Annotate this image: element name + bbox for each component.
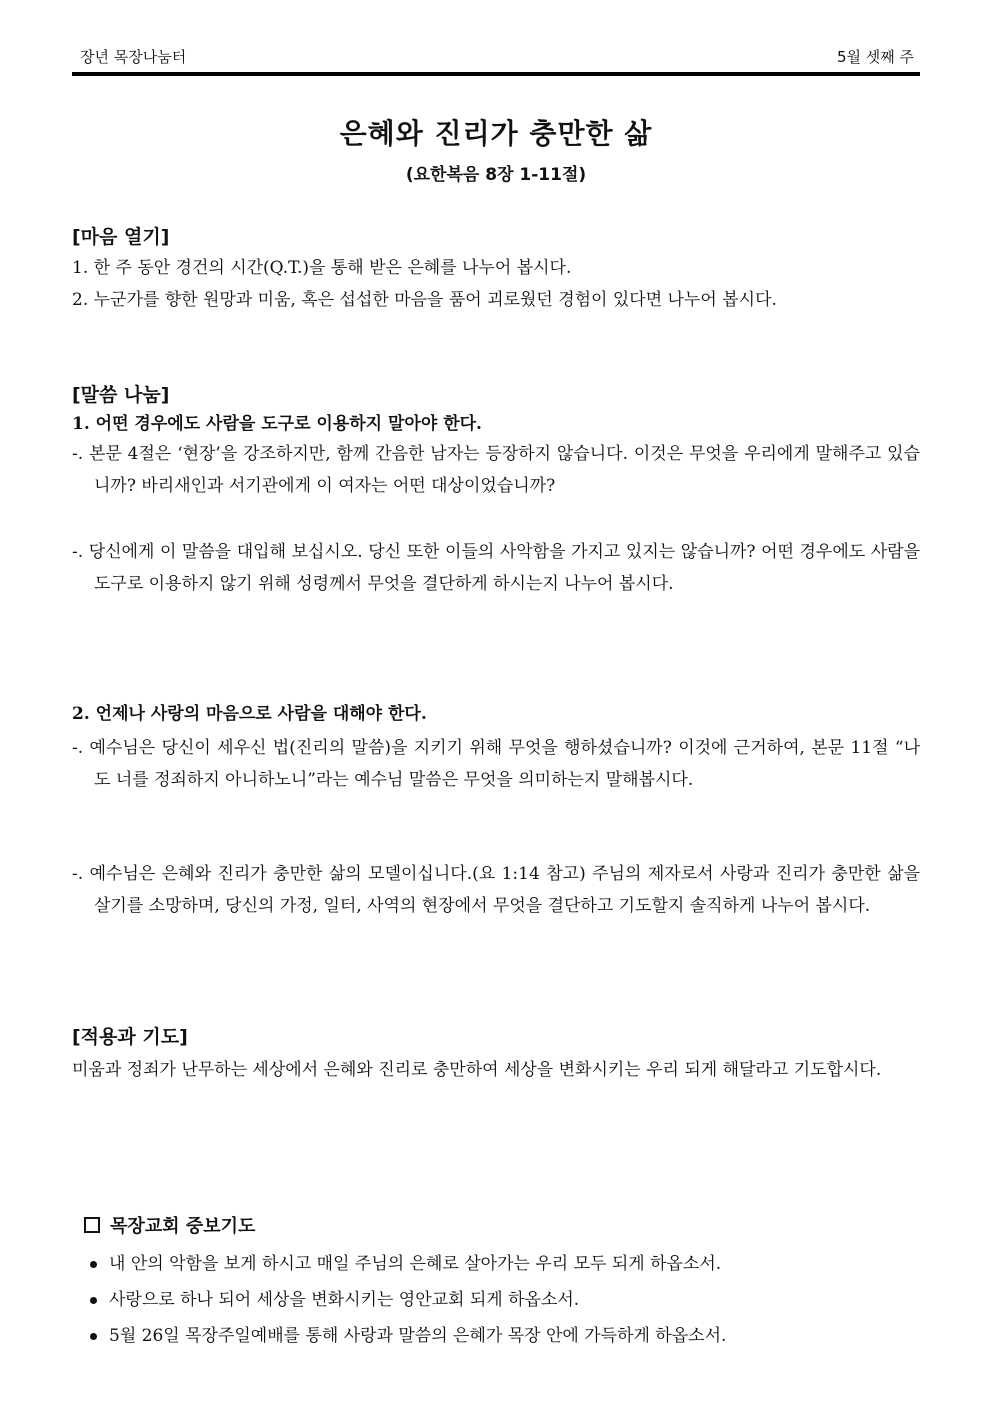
bullet-icon bbox=[90, 1297, 97, 1304]
prayer-item-text: 내 안의 악함을 보게 하시고 매일 주님의 은혜로 살아가는 우리 모두 되게 하옵소서. bbox=[109, 1254, 722, 1274]
checkbox-icon bbox=[84, 1217, 100, 1233]
page-title: 은혜와 진리가 충만한 삶 bbox=[339, 117, 653, 150]
prayer-heading bbox=[84, 1212, 255, 1238]
page-subtitle: (요한복음 8장 1-11절) bbox=[405, 165, 587, 185]
page-header bbox=[72, 42, 920, 76]
sharing-heading: [말씀 나눔] bbox=[72, 384, 170, 406]
bullet-icon bbox=[90, 1333, 97, 1340]
point2-question-2: -. 예수님은 은혜와 진리가 충만한 삶의 모델이십니다.(요 1:14 참고) 주님의 제자로서 사랑과 진리가 충만한 삶을 살기를 소망하며, 당신의 가정, 일터, 사역의 현장에서 무엇을 결단하고 기도할지 솔직하게 나누어 봅시다. bbox=[72, 864, 920, 916]
application-text: 미움과 정죄가 난무하는 세상에서 은혜와 진리로 충만하여 세상을 변화시키는 우리 되게 해달라고 기도합시다. bbox=[72, 1060, 882, 1080]
prayer-item-text: 5월 26일 목장주일예배를 통해 사랑과 말씀의 은혜가 목장 안에 가득하게 하옵소서. bbox=[109, 1326, 727, 1346]
prayer-item bbox=[84, 1282, 920, 1318]
opening-heading: [마음 열기] bbox=[72, 226, 170, 248]
bullet-icon bbox=[90, 1261, 97, 1268]
prayer-heading-label: 목장교회 중보기도 bbox=[110, 1216, 256, 1237]
prayer-item bbox=[84, 1318, 920, 1354]
prayer-item-text: 사랑으로 하나 되어 세상을 변화시키는 영안교회 되게 하옵소서. bbox=[109, 1290, 580, 1310]
point1-question-2: -. 당신에게 이 말씀을 대입해 보십시오. 당신 또한 이들의 사악함을 가지고 있지는 않습니까? 어떤 경우에도 사람을 도구로 이용하지 않기 위해 성령께서 무엇을 결단하게 하시는지 나누어 봅시다. bbox=[72, 542, 920, 594]
point1-question-1: -. 본문 4절은 ‘현장’을 강조하지만, 함께 간음한 남자는 등장하지 않습니다. 이것은 무엇을 우리에게 말해주고 있습니까? 바리새인과 서기관에게 이 여자는 어떤 대상이었습니까? bbox=[72, 444, 920, 496]
header-right: 5월 셋째 주 bbox=[836, 48, 914, 66]
header-left: 장년 목장나눔터 bbox=[80, 48, 187, 66]
opening-item-1: 1. 한 주 동안 경건의 시간(Q.T.)을 통해 받은 은혜를 나누어 봅시다. bbox=[72, 258, 572, 278]
point1-title: 1. 어떤 경우에도 사람을 도구로 이용하지 말아야 한다. bbox=[72, 414, 482, 434]
opening-item-2: 2. 누군가를 향한 원망과 미움, 혹은 섭섭한 마음을 품어 괴로웠던 경험이 있다면 나누어 봅시다. bbox=[72, 290, 777, 310]
point2-question-1: -. 예수님은 당신이 세우신 법(진리의 말씀)을 지키기 위해 무엇을 행하셨습니까? 이것에 근거하여, 본문 11절 “나도 너를 정죄하지 아니하노니”라는 예수님 말씀은 무엇을 의미하는지 말해봅시다. bbox=[72, 738, 920, 790]
point2-title: 2. 언제나 사랑의 마음으로 사람을 대해야 한다. bbox=[72, 704, 427, 724]
prayer-item bbox=[84, 1246, 920, 1282]
prayer-list bbox=[84, 1246, 920, 1354]
application-heading: [적용과 기도] bbox=[72, 1026, 188, 1048]
